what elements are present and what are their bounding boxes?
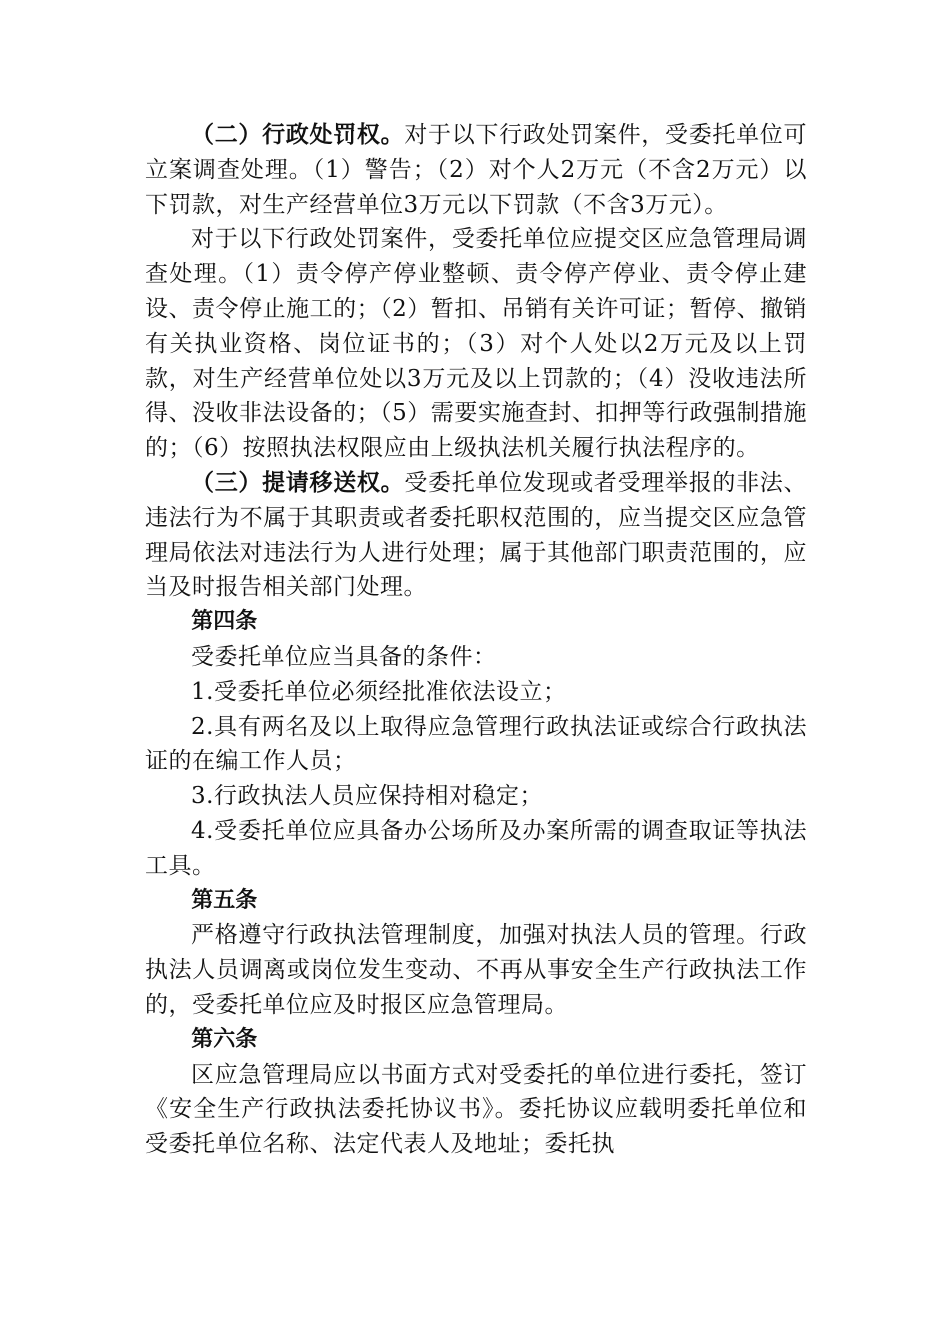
paragraph-body: 对于以下行政处罚案件，受委托单位可立案调查处理。（1）警告；（2）对个人2万元（不含2万元）以下罚款，对生产经营单位3万元以下罚款（不含3万元）。 [145,122,808,218]
paragraph-penalty-power [145,118,807,222]
article-6-body: 区应急管理局应以书面方式对受委托的单位进行委托，签订《安全生产行政执法委托协议书》。委托协议应载明委托单位和受委托单位名称、法定代表人及地址；委托执 [145,1061,807,1158]
article-4-heading: 第四条 [191,609,258,635]
article-4-item: 2.具有两名及以上取得应急管理行政执法证或综合行政执法证的在编工作人员； [145,713,807,775]
article-4-item: 4.受委托单位应具备办公场所及办案所需的调查取证等执法工具。 [145,817,807,879]
article-4-item: 1.受委托单位必须经批准依法设立； [191,678,567,705]
paragraph-lead: （二）行政处罚权。 [191,121,405,148]
article-4-item: 3.行政执法人员应保持相对稳定； [191,783,543,810]
paragraph-referral-cases: 对于以下行政处罚案件，受委托单位应提交区应急管理局调查处理。（1）责令停产停业整顿、责令停产停业、责令停止建设、责令停止施工的；（2）暂扣、吊销有关许可证；暂停、撤销有关执业资格、岗位证书的；（3）对个人处以2万元及以上罚款，对生产经营单位处以3万元及以上罚款的；（4）没收违法所得、没收非法设备的；（5）需要实施查封、扣押等行政强制措施的；（6）按照执法权限应由上级执法机关履行执法程序的。 [145,226,807,462]
article-5-heading: 第五条 [191,887,258,913]
paragraph-lead: （三）提请移送权。 [191,468,405,496]
article-6-heading: 第六条 [191,1026,258,1052]
article-5-body: 严格遵守行政执法管理制度，加强对执法人员的管理。行政执法人员调离或岗位发生变动、不再从事安全生产行政执法工作的，受委托单位应及时报区应急管理局。 [145,922,807,1018]
paragraph-transfer-power [145,466,807,605]
paragraph-body: 受委托单位发现或者受理举报的非法、违法行为不属于其职责或者委托职权范围的，应当提交区应急管理局依法对违法行为人进行处理；属于其他部门职责范围的，应当及时报告相关部门处理。 [145,469,808,601]
document-page [145,118,807,1162]
article-4-intro: 受委托单位应当具备的条件： [191,643,497,670]
